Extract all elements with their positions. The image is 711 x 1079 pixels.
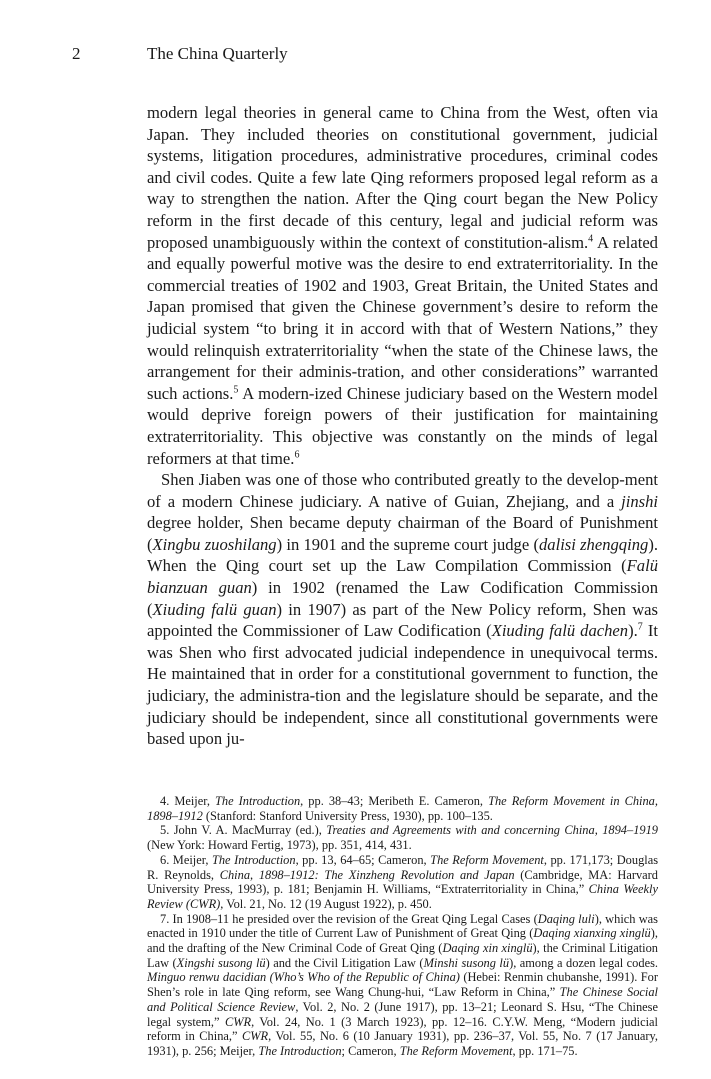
footnote-ref-7[interactable]: 7 <box>637 621 643 633</box>
body-text <box>147 102 658 750</box>
footnote-4: 4. Meijer, The Introduction, pp. 38–43; Meribeth E. Cameron, The Reform Movement in China, 1898–1912 (Stanford: Stanford University Press, 1930), pp. 100–135. <box>147 794 658 823</box>
page-number: 2 <box>72 44 81 63</box>
footnote-6: 6. Meijer, The Introduction, pp. 13, 64–65; Cameron, The Reform Movement, pp. 171,173; Douglas R. Reynolds, China, 1898–1912: The Xinzheng Revolution and Japan (Cambridge, MA: Harvard University Press, 1993), p. 181; Benjamin H. Williams, “Extraterritoriality in China,” China Weekly Review (CWR), Vol. 21, No. 12 (19 August 1922), p. 450. <box>147 852 659 911</box>
footnote-7: 7. In 1908–11 he presided over the revision of the Great Qing Legal Cases (Daqing luli), which was enacted in 1910 under the title of Current Law of Punishment of Great Qing (Daqing xianxing xinglü), and the drafting of the New Criminal Code of Great Qing (Daqing xin xinglü), the Criminal Litigation Law (Xingshi susong lü) and the Civil Litigation Law (Minshi susong lü), among a dozen legal codes. Minguo renwu dacidian (Who’s Who of the Republic of China) (Hebei: Renmin chubanshe, 1991). For Shen’s role in late Qing reform, see Wang Chung-hui, “Law Reform in China,” The Chinese Social and Political Science Review, Vol. 2, No. 2 (June 1917), pp. 13–21; Leonard S. Hsu, “The Chinese legal system,” CWR, Vol. 24, No. 1 (3 March 1923), pp. 12–16. C.Y.W. Meng, “Modern judicial reform in China,” CWR, Vol. 55, No. 6 (10 January 1931), pp. 236–37, Vol. 55, No. 7 (17 January, 1931), p. 256; Meijer, The Introduction; Cameron, The Reform Movement, pp. 171–75. <box>147 911 659 1058</box>
footnotes <box>147 794 658 1059</box>
footnote-5: 5. John V. A. MacMurray (ed.), Treaties and Agreements with and concerning China, 1894–1919 (New York: Howard Fertig, 1973), pp. 351, 414, 431. <box>147 823 658 853</box>
footnote-ref-5[interactable]: 5 <box>233 384 239 396</box>
paragraph-2: Shen Jiaben was one of those who contributed greatly to the develop-ment of a modern Chinese judiciary. A native of Guian, Zhejiang, and a jinshi degree holder, Shen became deputy chairman of the Board of Punishment (Xingbu zuoshilang) in 1901 and the supreme court judge (dalisi zhengqing). When the Qing court set up the Law Compilation Commission (Falü bianzuan guan) in 1902 (renamed the Law Codification Commission (Xiuding falü guan) in 1907) as part of the New Policy reform, Shen was appointed the Commissioner of Law Codification (Xiuding falü dachen).$^7$ It was Shen who first advocated judicial independence in unequivocal terms. He maintained that in order for a constitutional government to function, the judiciary, the administra-tion and the legislature should be separate, and the judiciary should be independent, since all constitutional governments were based upon ju- <box>147 470 658 749</box>
footnote-ref-6[interactable]: 6 <box>294 448 300 460</box>
running-header <box>0 42 711 66</box>
footnote-ref-4[interactable]: 4 <box>588 233 594 245</box>
paragraph-1: modern legal theories in general came to China from the West, often via Japan. They included theories on constitutional government, judicial systems, litigation procedures, administrative procedures, criminal codes and civil codes. Quite a few late Qing reformers proposed legal reform as a way to strengthen the nation. After the Qing court began the New Policy reform in the first decade of this century, legal and judicial reform was proposed unambiguously within the context of constitution-alism.$^4$ A related and equally powerful motive was the desire to end extraterritoriality. In the commercial treaties of 1902 and 1903, Great Britain, the United States and Japan promised that given the Chinese government’s desire to reform the judicial system “to bring it in accord with that of Western Nations,” they would relinquish extraterritoriality “when the state of the Chinese laws, the arrangement for their adminis-tration, and other considerations” warranted such actions.$^5$ A modern-ized Chinese judiciary based on the Western model would deprive foreign powers of their justification for maintaining extraterritoriality. This objective was constantly on the minds of legal reformers at that time.$^6$ <box>147 103 658 468</box>
journal-title: The China Quarterly <box>147 44 288 63</box>
